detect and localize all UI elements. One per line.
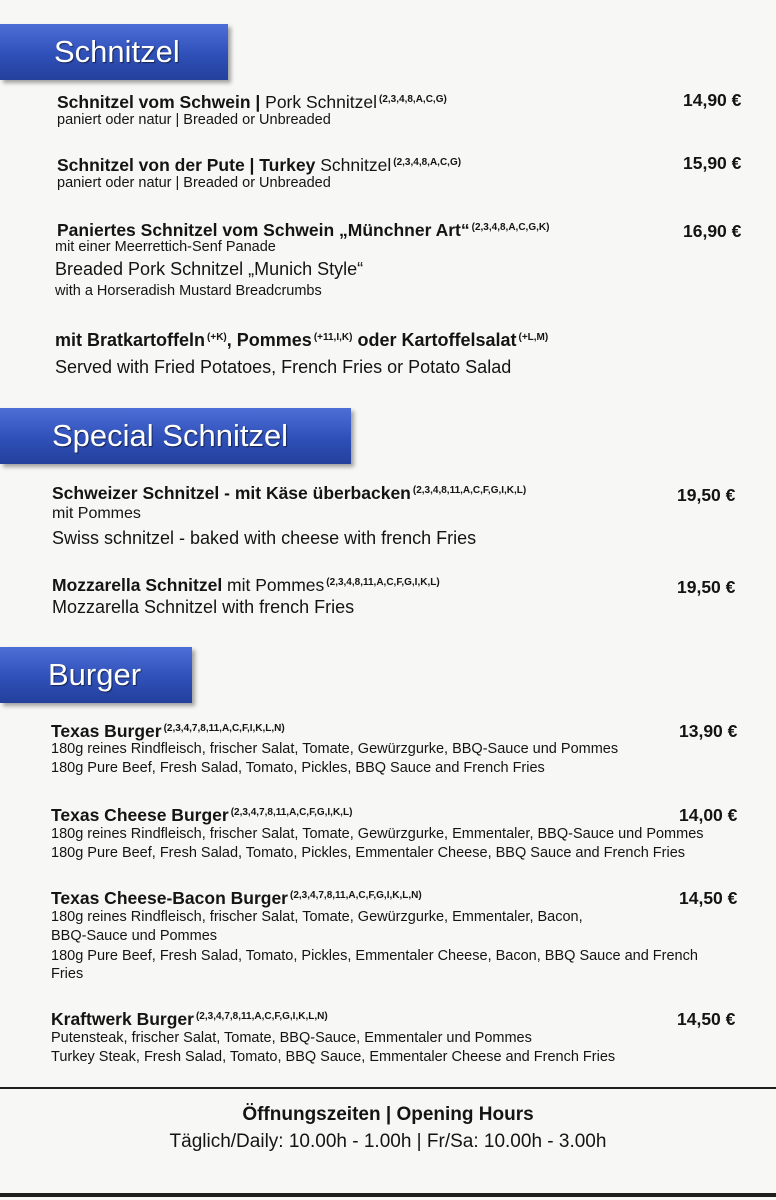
allergen-codes: (2,3,4,7,8,11,A,C,F,I,K,L,N) [163, 723, 285, 734]
item-name: Schnitzel vom Schwein | [57, 92, 266, 112]
item-price: 15,90 € [683, 153, 742, 173]
item-description-english: Swiss schnitzel - baked with cheese with french Fries [52, 528, 477, 548]
item-price: 16,90 € [683, 221, 742, 241]
item-description: paniert oder natur | Breaded or Unbreaded [57, 112, 331, 128]
item-price: 14,90 € [683, 90, 742, 110]
item-description-english: 180g Pure Beef, Fresh Salad, Tomato, Pickles, BBQ Sauce and French Fries [51, 760, 545, 776]
item-description-english: Breaded Pork Schnitzel „Munich Style“ [55, 259, 364, 279]
item-description: 180g reines Rindfleisch, frischer Salat, Tomate, Gewürzgurke, Emmentaler, BBQ-Sauce und Pommes [51, 826, 704, 842]
item-name-rest: mit Pommes [222, 575, 325, 595]
item-description: mit Pommes [52, 505, 141, 522]
allergen-codes: (+11,I,K) [313, 332, 353, 343]
item-description: paniert oder natur | Breaded or Unbreaded [57, 175, 331, 191]
item-description: 180g reines Rindfleisch, frischer Salat, Tomate, Gewürzgurke, BBQ-Sauce und Pommes [51, 741, 619, 757]
allergen-codes: (2,3,4,8,11,A,C,F,G,I,K,L) [412, 485, 527, 496]
item-description: Putensteak, frischer Salat, Tomate, BBQ-Sauce, Emmentaler und Pommes [51, 1030, 532, 1046]
item-description: mit einer Meerrettich-Senf Panade [55, 239, 276, 255]
item-description-english: with a Horseradish Mustard Breadcrumbs [55, 283, 322, 299]
item-description-english: 180g Pure Beef, Fresh Salad, Tomato, Pickles, Emmentaler Cheese, Bacon, BBQ Sauce and French [51, 948, 698, 964]
item-name: Texas Cheese Burger [51, 805, 229, 825]
allergen-codes: (2,3,4,8,A,C,G) [379, 94, 447, 105]
section-title: Burger [48, 657, 142, 692]
sides-text: mit Bratkartoffeln [55, 330, 206, 350]
item-description-english: Turkey Steak, Fresh Salad, Tomato, BBQ Sauce, Emmentaler Cheese and French Fries [51, 1049, 616, 1065]
item-description: 180g reines Rindfleisch, frischer Salat, Tomate, Gewürzgurke, Emmentaler, Bacon, [51, 909, 583, 925]
item-name-rest: Schnitzel [320, 155, 392, 175]
item-price: 13,90 € [679, 721, 738, 741]
item-price: 19,50 € [677, 577, 736, 597]
item-name: Kraftwerk Burger [51, 1009, 194, 1029]
opening-hours-text: Täglich/Daily: 10.00h - 1.00h | Fr/Sa: 10.00h - 3.00h [169, 1131, 607, 1152]
allergen-codes: (+K) [207, 332, 227, 343]
item-name: Schweizer Schnitzel - mit Käse überbacken [52, 483, 411, 503]
section-banner-schnitzel [0, 24, 228, 80]
allergen-codes: (2,3,4,8,11,A,C,F,G,I,K,L) [326, 577, 440, 588]
section-title: Special Schnitzel [52, 418, 289, 453]
sides-text: oder Kartoffelsalat [352, 330, 517, 350]
allergen-codes: (2,3,4,8,A,C,G,K) [471, 222, 550, 233]
divider [0, 1193, 776, 1197]
opening-hours-title: Öffnungszeiten | Opening Hours [242, 1104, 534, 1125]
sides-text: , Pommes [226, 330, 312, 350]
item-name: Mozzarella Schnitzel [52, 575, 223, 595]
allergen-codes: (2,3,4,7,8,11,A,C,F,G,I,K,L,N) [290, 890, 422, 901]
item-description: BBQ-Sauce und Pommes [51, 928, 218, 944]
item-description-english: Mozzarella Schnitzel with french Fries [52, 597, 355, 617]
section-banner-special-schnitzel [0, 408, 351, 464]
section-banner-burger [0, 647, 192, 703]
item-price: 14,50 € [679, 888, 738, 908]
item-description-english: Fries [51, 966, 84, 982]
item-name: Texas Cheese-Bacon Burger [51, 888, 288, 908]
allergen-codes: (2,3,4,8,A,C,G) [393, 157, 462, 168]
section-title: Schnitzel [54, 34, 180, 69]
allergen-codes: (+L,M) [518, 332, 549, 343]
item-name: Paniertes Schnitzel vom Schwein „Münchner Art“ [57, 220, 470, 240]
item-description-english: 180g Pure Beef, Fresh Salad, Tomato, Pickles, Emmentaler Cheese, BBQ Sauce and French Fries [51, 845, 686, 861]
allergen-codes: (2,3,4,7,8,11,A,C,F,G,I,K,L) [230, 807, 353, 818]
item-name: Schnitzel von der Pute | Turkey [57, 155, 321, 175]
divider [0, 1087, 776, 1089]
allergen-codes: (2,3,4,7,8,11,A,C,F,G,I,K,L,N) [195, 1011, 328, 1022]
item-price: 14,00 € [679, 805, 738, 825]
item-name: Texas Burger [51, 721, 162, 741]
item-name-rest: Pork Schnitzel [265, 92, 377, 112]
sides-english: Served with Fried Potatoes, French Fries or Potato Salad [55, 357, 512, 377]
item-price: 19,50 € [677, 485, 736, 505]
item-price: 14,50 € [677, 1009, 736, 1029]
